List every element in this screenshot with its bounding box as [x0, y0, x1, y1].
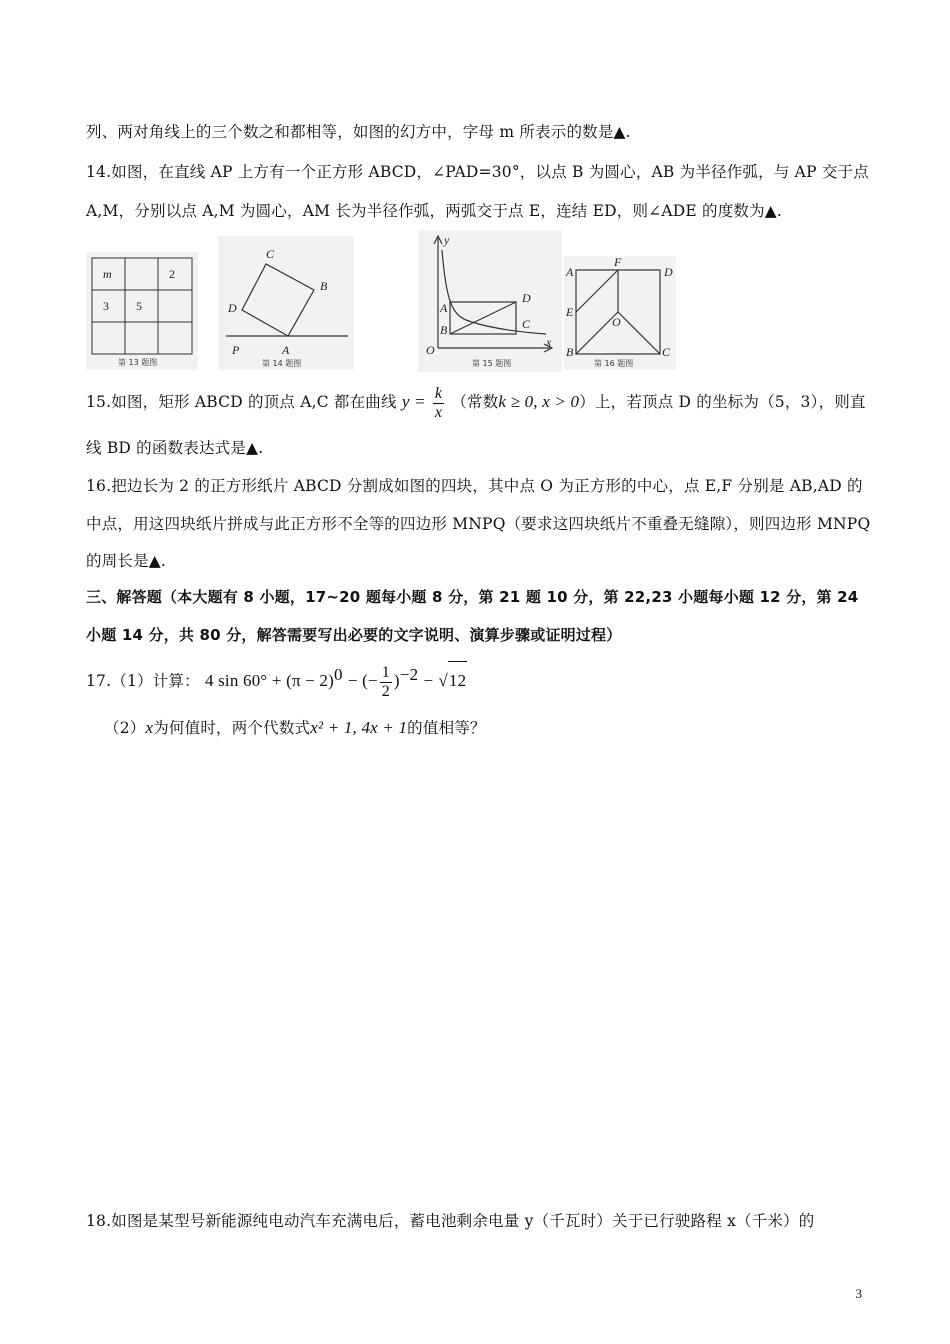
figure-15: [418, 230, 562, 372]
fig16-label-b: B: [566, 345, 574, 359]
q17-part2-label: （2）: [104, 719, 146, 737]
q17-label: 17.（1）计算：: [86, 672, 200, 691]
q17-part2-expr: x² + 1, 4x + 1: [310, 718, 408, 737]
cell-3: 3: [103, 299, 109, 313]
fig16-label-e: E: [566, 305, 574, 319]
fig14-caption: 第 14 题图: [262, 359, 302, 368]
q15-frac-den: x: [434, 403, 443, 421]
q17-expr-a: 4 sin 60° + (π − 2): [204, 671, 334, 691]
fig14-label-p: P: [232, 343, 240, 357]
cell-2: 2: [169, 267, 175, 281]
cell-4: 5: [136, 299, 142, 313]
q17-fraction: [380, 664, 392, 701]
q15-pre: 15.如图，矩形 ABCD 的顶点 A,C 都在曲线: [86, 393, 397, 411]
fig16-label-f: F: [614, 256, 622, 269]
q15-line1: [86, 384, 866, 422]
q15-line2: 线 BD 的函数表达式是▲.: [86, 439, 264, 457]
fig15-label-c: C: [522, 317, 531, 331]
q17-part2-text: 为何值时，两个代数式: [153, 719, 311, 737]
fig15-label-b: B: [440, 323, 448, 337]
q14-line2: A,M，分别以点 A,M 为圆心，AM 长为半径作弧，两弧交于点 E，连结 ED，则∠ADE 的度数为▲.: [86, 202, 783, 220]
q18-line1: 18.如图是某型号新能源纯电动汽车充满电后，蓄电池剩余电量 y（千瓦时）关于已行驶路程 x（千米）的: [86, 1212, 815, 1230]
q15-lhs: y =: [401, 392, 426, 411]
fig14-label-c: C: [266, 247, 275, 261]
q15-fraction: [433, 385, 444, 422]
fig15-label-y: y: [444, 233, 450, 247]
fig16-caption: 第 16 题图: [594, 359, 634, 368]
q17-part1: 17.（1）计算： 4 $\sin 60^\circ + (\pi - 2)^0$ − (− $\frac{1}{2}$ )$^{-2}$ − √12: [86, 656, 467, 701]
q17-part2-var: x: [145, 718, 154, 737]
q17-frac-den: 2: [381, 682, 390, 700]
q17-expr-c: ): [393, 671, 400, 691]
fig14-label-a: A: [282, 343, 290, 357]
fig15-label-x: x: [546, 335, 552, 349]
fig14-label-b: B: [320, 279, 328, 293]
section3-line1: 三、解答题（本大题有 8 小题，17~20 题每小题 8 分，第 21 题 10 分，第 22,23 小题每小题 12 分，第 24: [86, 588, 859, 606]
q17-exp-0: 0: [333, 665, 343, 684]
q17-part2-end: 的值相等？: [407, 719, 486, 737]
figure-13: [86, 252, 198, 370]
fig15-caption: 第 15 题图: [472, 359, 512, 368]
fig15-label-o: O: [426, 343, 435, 357]
q13-text: 列、两对角线上的三个数之和都相等，如图的幻方中，字母 m 所表示的数是▲.: [86, 123, 631, 141]
page-number: 3: [855, 1286, 862, 1301]
figure-16: [564, 256, 676, 370]
q15-frac-num: k: [434, 384, 443, 402]
fig15-label-a: A: [440, 301, 448, 315]
fig13-caption: 第 13 题图: [118, 358, 158, 367]
q17-expr-d: −: [423, 671, 434, 691]
q15-condition: k ≥ 0, x > 0: [498, 392, 580, 411]
fig15-label-d: D: [522, 291, 531, 305]
q17-expr-b: − (−: [347, 671, 378, 691]
q16-line2: 中点，用这四块纸片拼成与此正方形不全等的四边形 MNPQ（要求这四块纸片不重叠无缝隙），则四边形 MNPQ: [86, 515, 871, 533]
figure-14: [218, 236, 354, 370]
fig14-label-d: D: [228, 301, 237, 315]
fig16-label-o: O: [612, 315, 621, 329]
section3-line2: 小题 14 分，共 80 分，解答需要写出必要的文字说明、演算步骤或证明过程）: [86, 626, 622, 644]
q17-exp-neg2: −2: [399, 665, 419, 684]
fig16-label-c: C: [662, 345, 671, 359]
q15-paren-open: （常数: [451, 393, 499, 411]
q17-frac-num: 1: [381, 663, 390, 681]
fig16-label-a: A: [566, 265, 574, 279]
q15-post: ）上，若顶点 D 的坐标为（5，3），则直: [579, 393, 866, 411]
q16-line3: 的周长是▲.: [86, 552, 167, 570]
fig16-label-d: D: [664, 265, 673, 279]
q17-part2: [104, 716, 486, 738]
cell-0: m: [103, 267, 112, 281]
q17-sqrt: 12: [448, 661, 467, 700]
q16-line1: 16.把边长为 2 的正方形纸片 ABCD 分割成如图的四块，其中点 O 为正方形的中心，点 E,F 分别是 AB,AD 的: [86, 477, 863, 495]
q14-line1: 14.如图，在直线 AP 上方有一个正方形 ABCD，∠PAD=30°，以点 B 为圆心，AB 为半径作弧，与 AP 交于点: [86, 163, 869, 181]
